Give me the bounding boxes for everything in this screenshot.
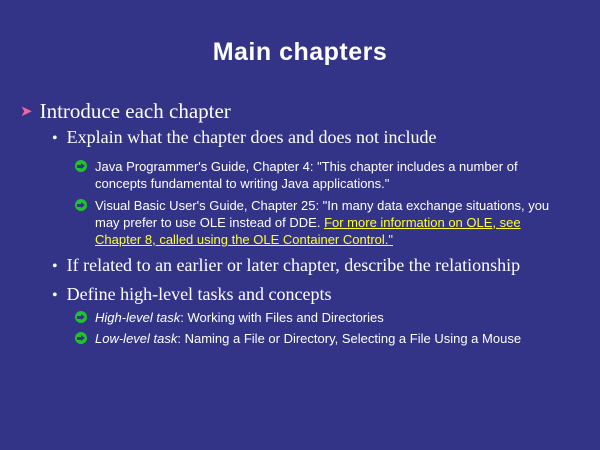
arrow-bullet-icon: ➤ xyxy=(20,104,33,120)
dot-bullet-icon: • xyxy=(52,287,58,304)
circle-arrow-right-icon xyxy=(75,311,87,323)
bullet-item-related xyxy=(52,255,520,276)
visual-basic-plain-text: Visual Basic User's Guide, Chapter 25: "In many data exchange situations, you may prefer to use OLE instead of DDE. xyxy=(95,198,550,230)
ole-info-link[interactable]: For more information on OLE, see Chapter 8, called using the OLE Container Control." xyxy=(95,215,521,247)
dot-bullet-icon: • xyxy=(52,130,58,147)
circle-arrow-right-icon xyxy=(75,160,87,172)
bullet-item-high-level-task xyxy=(75,309,585,326)
bullet-text-define: Define high-level tasks and concepts xyxy=(66,284,332,304)
bullet-item-explain xyxy=(52,127,437,148)
low-level-task-label: Low-level task xyxy=(95,331,178,346)
low-level-task-text: : Naming a File or Directory, Selecting a File Using a Mouse xyxy=(177,331,522,346)
bullet-item-low-level-task xyxy=(75,330,585,347)
bullet-item-define xyxy=(52,284,332,305)
bullet-item-java-reference xyxy=(75,158,563,192)
bullet-text-low-level-task xyxy=(95,330,585,347)
circle-arrow-right-icon xyxy=(75,332,87,344)
bullet-text-high-level-task xyxy=(95,309,585,326)
dot-bullet-icon: • xyxy=(52,258,58,275)
bullet-text-java-reference: Java Programmer's Guide, Chapter 4: "This chapter includes a number of concepts fundamental to writing Java applications." xyxy=(95,159,518,191)
bullet-text-related: If related to an earlier or later chapter, describe the relationship xyxy=(66,255,521,275)
bullet-item-introduce xyxy=(20,99,231,124)
bullet-item-visual-basic-reference xyxy=(75,197,563,248)
bullet-text-visual-basic-reference xyxy=(95,197,563,248)
bullet-text-explain: Explain what the chapter does and does not include xyxy=(66,127,437,147)
circle-arrow-right-icon xyxy=(75,199,87,211)
high-level-task-text: : Working with Files and Directories xyxy=(180,310,384,325)
slide-title: Main chapters xyxy=(212,38,388,66)
bullet-text-introduce: Introduce each chapter xyxy=(39,99,231,123)
high-level-task-label: High-level task xyxy=(95,310,181,325)
